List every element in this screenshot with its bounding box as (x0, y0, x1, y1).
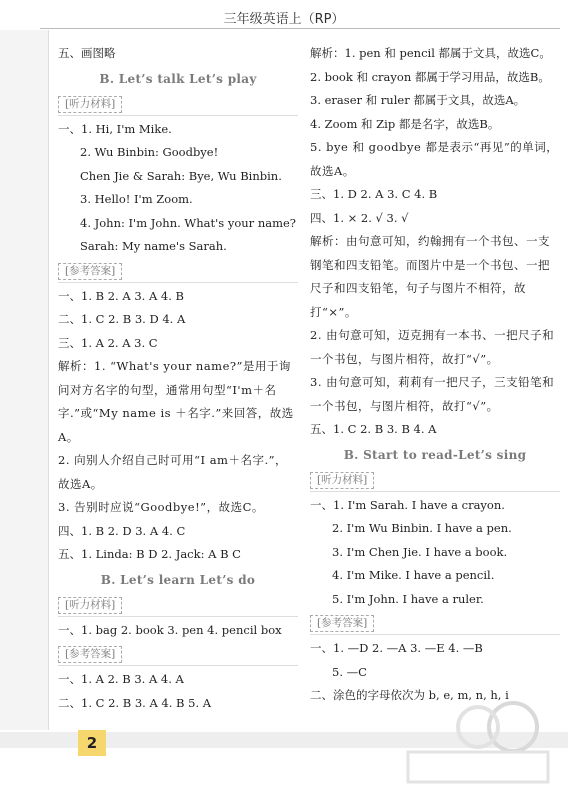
tag-row (58, 642, 298, 666)
answer-line: 五、1. Linda: B D 2. Jack: A B C (58, 547, 241, 561)
tag-row (58, 259, 298, 283)
right-column (310, 42, 560, 708)
explanation-paragraph: 解析：1. “What's your name?”是用于询问对方名字的句型，通常用句型“I'm＋名字.”或“My name is ＋名字.”来回答，故选A。 (58, 359, 294, 444)
answer-line: 二、1. C 2. B 3. D 4. A (58, 312, 186, 326)
answer-line: 4. Zoom 和 Zip 都是名字，故选B。 (310, 116, 500, 131)
explanation-paragraph: 3. 由句意可知，莉莉有一把尺子，三支铅笔和一个书包，与图片相符，故打“√”。 (310, 375, 555, 413)
answer-line: 四、1. B 2. D 3. A 4. C (58, 523, 186, 538)
explanation-paragraph: 2. 向别人介绍自己时可用“I am＋名字.”，故选A。 (58, 453, 287, 491)
section-tag: [参考答案] (58, 263, 122, 280)
answer-line: 一、1. B 2. A 3. A 4. B (58, 288, 184, 303)
left-column (58, 42, 298, 715)
answer-line: 一、1. bag 2. book 3. pen 4. pencil box (58, 622, 282, 637)
section-heading: B. Let’s talk Let’s play (99, 71, 257, 86)
header-rule (40, 28, 560, 29)
answer-line: 二、1. C 2. B 3. A 4. B 5. A (58, 695, 212, 710)
tag-row (58, 92, 298, 116)
margin-divider (48, 30, 49, 730)
answer-line: 一、1. A 2. B 3. A 4. A (58, 672, 184, 686)
section-tag: [参考答案] (310, 615, 374, 632)
answer-line: 4. John: I'm John. What's your name? (80, 215, 296, 230)
answer-line: Chen Jie & Sarah: Bye, Wu Binbin. (80, 168, 282, 183)
answer-line: 4. I'm Mike. I have a pencil. (332, 568, 495, 582)
answer-line: 一、1. Hi, I'm Mike. (58, 121, 172, 136)
explanation-paragraph: 2. 由句意可知，迈克拥有一本书、一把尺子和一个书包，与图片相符，故打“√”。 (310, 328, 555, 366)
section-tag: [参考答案] (58, 646, 122, 663)
answer-line: 5. —C (332, 664, 367, 679)
section-tag: [听力材料] (58, 597, 122, 614)
tag-row (310, 468, 560, 492)
answer-line: 3. eraser 和 ruler 都属于文具，故选A。 (310, 93, 526, 107)
section-tag: [听力材料] (58, 96, 122, 113)
answer-line: 一、1. I'm Sarah. I have a crayon. (310, 497, 505, 512)
answer-line: 三、1. D 2. A 3. C 4. B (310, 187, 438, 201)
answer-line: 2. Wu Binbin: Goodbye! (80, 145, 219, 159)
answer-line: 五、1. C 2. B 3. B 4. A (310, 422, 437, 436)
explanation-paragraph: 5. bye 和 goodbye 都是表示“再见”的单词，故选A。 (310, 140, 559, 178)
page-title: 三年级英语上（RP） (223, 12, 345, 27)
tag-row (58, 593, 298, 617)
answer-line: 5. I'm John. I have a ruler. (332, 591, 484, 606)
answer-line: 3. I'm Chen Jie. I have a book. (332, 544, 508, 559)
answer-line: 3. Hello! I'm Zoom. (80, 192, 193, 206)
answer-line: 2. I'm Wu Binbin. I have a pen. (332, 521, 512, 535)
left-margin (0, 30, 48, 730)
explanation-paragraph: 解析：由句意可知，约翰拥有一个书包、一支钢笔和四支铅笔。而图片中是一个书包、一把尺子和四支铅笔，句子与图片不相符，故打“×”。 (310, 234, 550, 319)
section-heading: B. Let’s learn Let’s do (100, 572, 256, 587)
answer-line: 解析：1. pen 和 pencil 都属于文具，故选C。 (310, 46, 551, 60)
section-heading: B. Start to read-Let’s sing (343, 447, 527, 462)
watermark-logo (348, 697, 558, 787)
section-tag: [听力材料] (310, 472, 374, 489)
answer-line: 四、1. × 2. √ 3. √ (310, 210, 409, 225)
answer-line: Sarah: My name's Sarah. (80, 239, 227, 253)
answer-line: 2. book 和 crayon 都属于学习用品，故选B。 (310, 69, 550, 84)
answer-line: 三、1. A 2. A 3. C (58, 335, 158, 350)
answer-line: 五、画图略 (58, 46, 116, 60)
explanation-paragraph: 3. 告别时应说“Goodbye!”，故选C。 (58, 500, 264, 514)
page-number: 2 (78, 730, 106, 756)
answer-line: 一、1. —D 2. —A 3. —E 4. —B (310, 641, 483, 655)
answer-line: 二、涂色的字母依次为 b, e, m, n, h, i (310, 688, 509, 702)
tag-row (310, 611, 560, 635)
